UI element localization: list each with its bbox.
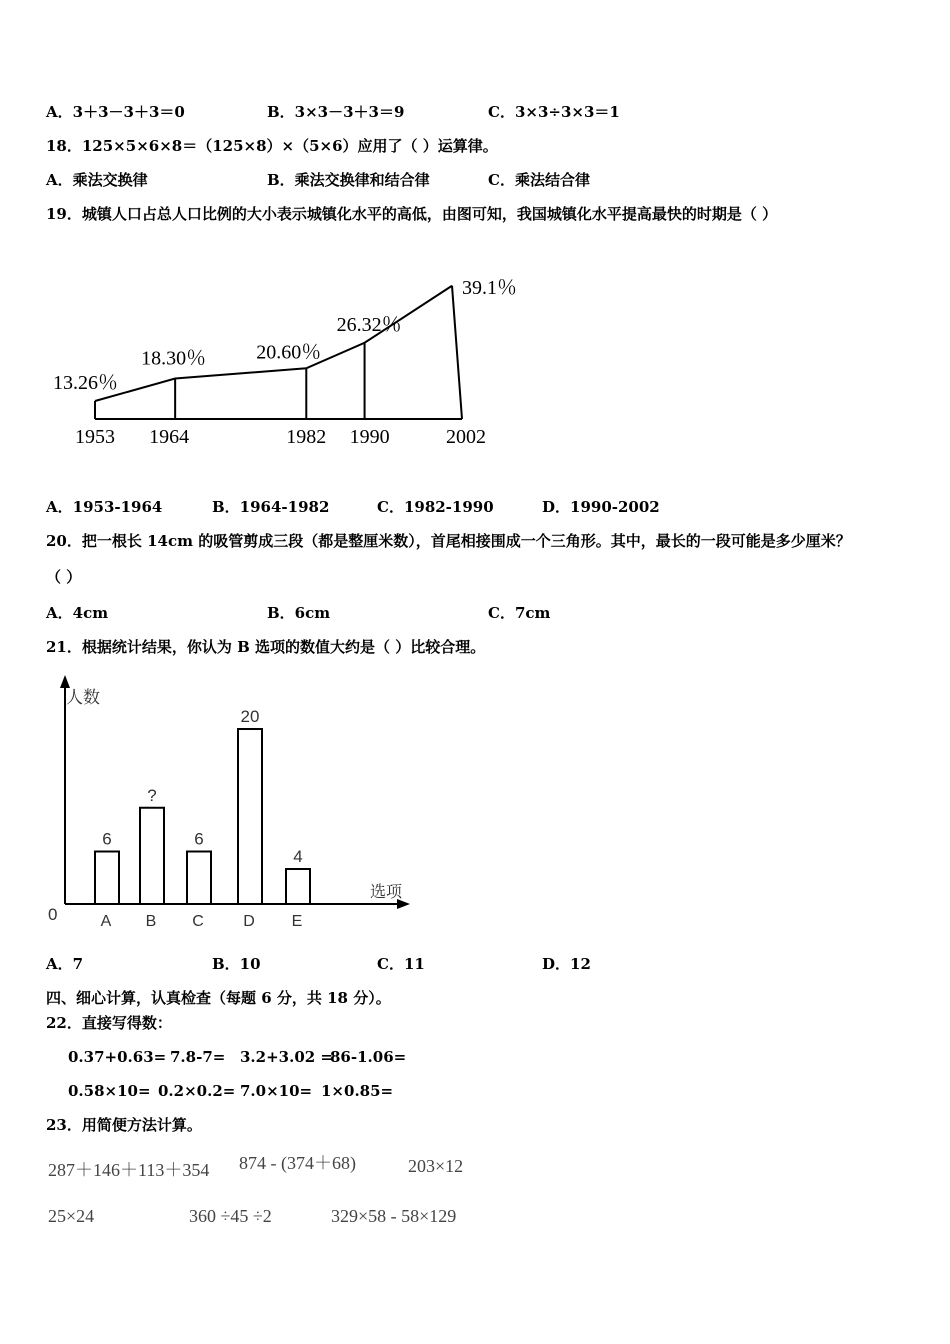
q17-option-b[interactable]: B．3×3－3＋3＝9 [267, 103, 405, 121]
category-label: B [145, 913, 157, 930]
bar [286, 869, 310, 904]
q18-option-a[interactable]: A．乘法交换律 [46, 171, 148, 189]
value-label: 18.30％ [141, 347, 207, 370]
bar [140, 808, 164, 904]
q23-item: 25×24 [48, 1206, 95, 1226]
q17-option-c[interactable]: C．3×3÷3×3＝1 [488, 103, 620, 121]
year-label: 1953 [75, 426, 115, 448]
value-label: 20.60％ [256, 341, 322, 364]
section4-title: 四、细心计算，认真检查（每题 6 分，共 18 分）。 [46, 989, 391, 1007]
q23-item: 287＋146＋113＋354 [48, 1160, 210, 1180]
category-label: D [243, 913, 255, 930]
q22-item: 0.58×10= [68, 1082, 151, 1100]
chart-edge [452, 286, 462, 419]
category-label: A [100, 913, 112, 930]
year-label: 1982 [286, 426, 327, 448]
y-axis-arrow [60, 675, 70, 688]
bar-value-label: 4 [293, 847, 303, 866]
q23-stem: 23．用简便方法计算。 [46, 1116, 202, 1134]
survey-bar-chart [40, 672, 430, 937]
q19-option-b[interactable]: B．1964-1982 [212, 498, 330, 516]
category-label: E [291, 913, 303, 930]
y-axis-label: 人数 [66, 688, 100, 707]
q23-item: 203×12 [408, 1156, 464, 1176]
bar [238, 729, 262, 904]
q22-stem: 22．直接写得数： [46, 1014, 172, 1032]
bar [95, 852, 119, 905]
q22-item: 1×0.85= [321, 1082, 394, 1100]
q22-item: 0.37+0.63= [68, 1048, 167, 1066]
q19-option-c[interactable]: C．1982-1990 [377, 498, 494, 516]
q21-option-b[interactable]: B．10 [212, 955, 261, 973]
value-label: 39.1％ [462, 276, 517, 299]
q23-item: 329×58 - 58×129 [331, 1206, 457, 1226]
q23-item: 360 ÷45 ÷2 [189, 1206, 272, 1226]
q22-item: 3.2+3.02 = [240, 1048, 333, 1066]
value-label: 26.32％ [336, 313, 402, 336]
bar [187, 852, 211, 905]
q20-stem: 20．把一根长 14cm 的吸管剪成三段（都是整厘米数），首尾相接围成一个三角形。其中，最长的一段可能是多少厘米？ [46, 532, 851, 550]
q18-option-b[interactable]: B．乘法交换律和结合律 [267, 171, 430, 189]
q21-option-d[interactable]: D．12 [542, 955, 591, 973]
category-label: C [192, 913, 204, 930]
bar-value-label: 20 [240, 707, 260, 726]
q19-option-d[interactable]: D．1990-2002 [542, 498, 660, 516]
q20-option-a[interactable]: A．4cm [46, 604, 109, 622]
bar-value-label: ? [147, 785, 157, 805]
q20-blank: （ ） [46, 568, 82, 586]
q19-stem: 19．城镇人口占总人口比例的大小表示城镇化水平的高低，由图可知，我国城镇化水平提高最快的时期是（ ） [46, 205, 778, 223]
bar-value-label: 6 [194, 829, 204, 849]
q22-item: 86-1.06= [330, 1048, 407, 1066]
value-label: 13.26％ [53, 372, 118, 394]
x-axis-label: 选项 [370, 884, 403, 901]
q21-option-a[interactable]: A．7 [46, 955, 84, 973]
origin-label: 0 [48, 905, 58, 924]
q18-stem: 18．125×5×6×8＝（125×8）×（5×6）应用了（ ）运算律。 [46, 137, 498, 155]
q20-option-c[interactable]: C．7cm [488, 604, 551, 622]
q18-option-c[interactable]: C．乘法结合律 [488, 171, 590, 189]
year-label: 1990 [349, 426, 390, 448]
q21-option-c[interactable]: C．11 [377, 955, 425, 973]
q22-item: 7.8-7= [170, 1048, 226, 1066]
q17-option-a[interactable]: A．3＋3－3＋3＝0 [46, 103, 185, 121]
q23-item: 874 - (374＋68) [239, 1153, 356, 1173]
year-label: 2002 [446, 426, 486, 448]
q22-item: 7.0×10= [240, 1082, 313, 1100]
q22-item: 0.2×0.2= [158, 1082, 236, 1100]
bar-value-label: 6 [102, 829, 112, 849]
urbanization-chart [40, 245, 540, 460]
q21-stem: 21．根据统计结果，你认为 B 选项的数值大约是（ ）比较合理。 [46, 638, 486, 656]
q20-option-b[interactable]: B．6cm [267, 604, 331, 622]
year-label: 1964 [149, 426, 190, 448]
q19-option-a[interactable]: A．1953-1964 [46, 498, 163, 516]
